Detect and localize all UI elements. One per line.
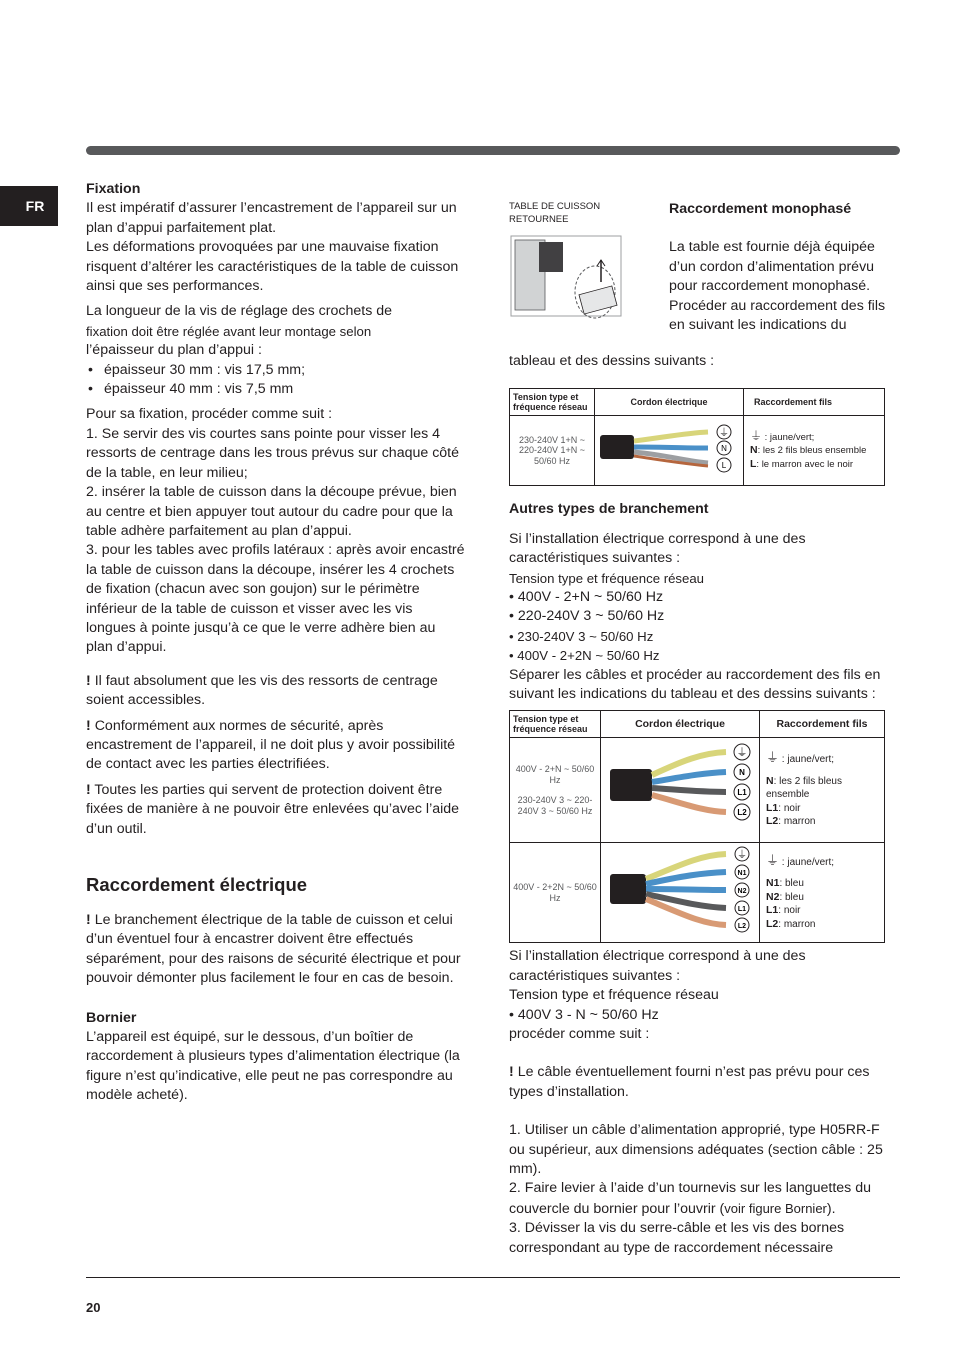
tension-cell: 230-240V 1+N ~ 220-240V 1+N ~ 50/60 Hz	[510, 416, 595, 486]
legend-key: L1	[766, 904, 779, 917]
terminal-label: N	[721, 444, 727, 453]
legend-key: L1	[766, 801, 779, 814]
list-item: • 220-240V 3 ~ 50/60 Hz	[509, 608, 665, 625]
si-procedure: procéder comme suit :	[509, 1025, 650, 1042]
legend-text: : bleu	[779, 891, 804, 903]
wire-black	[652, 788, 726, 792]
hob-underside-figure	[509, 230, 629, 320]
step-text: 2. Faire levier à l’aide d’un tournevis sur les languettes du couvercle du bornier pour l’ouvrir (	[509, 1180, 871, 1217]
wire-blue	[652, 772, 726, 782]
terminal-label: L1	[737, 788, 747, 798]
warning-1	[86, 672, 466, 711]
left-column	[86, 180, 466, 1106]
legend-cell	[760, 842, 885, 942]
cable-sheath	[600, 435, 634, 459]
step-3: 3. Dévisser la vis du serre-câble et les vis des bornes correspondant au type de raccordement nécessaire	[509, 1220, 845, 1256]
cable-sheath	[610, 769, 652, 801]
procedure-step-2: 2. insérer la table de cuisson dans la découpe prévue, bien au centre et bien appuyer tout autour du cadre pour que la table adhère parfaitement au plan d’appui.	[86, 484, 457, 539]
mono-cable-drawing	[596, 417, 742, 477]
wire-blue-2	[646, 889, 726, 890]
warning-5	[509, 1063, 889, 1102]
legend-row	[750, 458, 883, 472]
autres-sub: Tension type et fréquence réseau	[509, 570, 705, 586]
footer-rule	[86, 1277, 900, 1278]
legend-text: : jaune/vert;	[764, 431, 815, 443]
legend-row	[766, 877, 883, 891]
legend-row	[766, 904, 883, 918]
legend-text: : le marron avec le noir	[756, 458, 854, 470]
fixation-heading: Fixation	[86, 181, 141, 197]
terminal-label: N1	[737, 869, 747, 877]
thickness-list	[86, 361, 466, 400]
right-column	[509, 200, 889, 1258]
warning-2	[86, 717, 466, 775]
legend-key: L2	[766, 917, 779, 930]
language-tab	[0, 186, 58, 226]
raccordement-heading: Raccordement électrique	[86, 874, 308, 895]
legend-cell	[760, 738, 885, 842]
si-bullet: • 400V 3 - N ~ 50/60 Hz	[509, 1006, 659, 1023]
legend-row	[750, 430, 883, 445]
legend-key: N	[750, 444, 758, 457]
table-header: Cordon électrique	[601, 711, 760, 738]
terminal-label: L2	[737, 922, 747, 930]
si-paragraph-1: Si l’installation électrique correspond à une des caractéristiques suivantes :	[509, 948, 806, 984]
warning-text: Il faut absolument que les vis des ressorts de centrage soient accessibles.	[86, 672, 438, 709]
exclamation-icon: !	[86, 781, 91, 798]
warning-text: Le câble éventuellement fourni n’est pas prévu pour ces types d’installation.	[509, 1064, 870, 1100]
legend-row	[750, 444, 883, 458]
procedure-intro: Pour sa fixation, procéder comme suit :	[86, 406, 333, 423]
warning-text: Toutes les parties qui servent de protection doivent être fixées de manière à ne pouvoir être enlevées qu’avec l’aide d’un outil.	[86, 781, 460, 837]
fixation-paragraph-1: Il est impératif d’assurer l’encastrement de l’appareil sur un plan d’appui parfaitement plat.	[86, 200, 457, 236]
cable-sheath	[610, 874, 646, 904]
fixation-paragraph-3c: l’épaisseur du plan d’appui :	[86, 342, 262, 359]
warning-3	[86, 781, 466, 839]
si-sub: Tension type et fréquence réseau	[509, 987, 719, 1004]
exclamation-icon: !	[86, 912, 91, 928]
procedure-step-1: 1. Se servir des vis courtes sans pointe pour visser les 4 ressorts de centrage dans les trous prévus sur chaque côté de la table, en leur milieu;	[86, 425, 460, 481]
step-1: 1. Utiliser un câble d’alimentation approprié, type H05RR-F ou supérieur, aux dimensions adéquates (section câble : 25 mm).	[509, 1122, 883, 1177]
fixation-paragraph-3b: fixation doit être réglée avant leur montage selon	[86, 323, 372, 339]
wire-yellow-green	[634, 432, 708, 441]
exclamation-icon: !	[509, 1064, 514, 1081]
bornier-paragraph: L’appareil est équipé, sur le dessous, d’un boîtier de raccordement à plusieurs types d’alimentation électrique (la figure n’est qu’indicative, elle peut ne pas correspondre au modèle acheté).	[86, 1029, 460, 1104]
mono-wiring-table	[509, 388, 885, 486]
mono-text-block	[669, 200, 889, 335]
top-rule	[86, 146, 900, 155]
legend-row	[766, 802, 883, 816]
mono-paragraph: La table est fournie déjà équipée d’un cordon d’alimentation prévu pour raccordement monophasé. Procéder au raccordement des fils en suivant les indications du	[669, 239, 886, 334]
exclamation-icon: !	[86, 672, 91, 689]
wire-brown	[652, 795, 726, 812]
procedure-step-3: 3. pour les tables avec profils latéraux : après avoir encastré la table de cuisson dans la découpe, insérer les 4 crochets de fixation (chacun avec son goujon) sur le périmètre inférieur de la table de cuisson et visser avec les vis longues à pointe jusqu’à ce que le verre adhère bien au plan d’appui.	[86, 542, 465, 656]
tension-cell	[510, 738, 601, 842]
list-item-text: 400V - 2+2N ~ 50/60 Hz	[517, 648, 660, 664]
legend-key: L2	[766, 815, 779, 828]
fixation-paragraph-3a: La longueur de la vis de réglage des crochets de	[86, 303, 393, 320]
two-phase-two-neutral-cable-drawing	[602, 844, 758, 934]
legend-row	[766, 751, 883, 767]
list-item: • épaisseur 40 mm : vis 7,5 mm	[86, 380, 466, 399]
mono-block	[509, 200, 889, 369]
earth-icon: ⏚	[766, 750, 780, 766]
terminal-label: L1	[737, 905, 747, 913]
tension-text: 400V - 2+N ~ 50/60 Hz	[515, 764, 595, 785]
legend-text: : noir	[778, 802, 801, 814]
exclamation-icon: !	[86, 717, 91, 734]
legend-row	[766, 775, 883, 802]
three-phase-cable-drawing	[602, 739, 758, 833]
terminal-label: L	[721, 461, 727, 470]
tension-cell: 400V - 2+2N ~ 50/60 Hz	[510, 842, 601, 942]
step-text: ).	[826, 1200, 836, 1217]
autres-heading: Autres types de branchement	[509, 501, 709, 518]
table-header: Raccordement fils	[744, 389, 885, 416]
terminal-label: N2	[737, 887, 747, 895]
legend-text: : jaune/vert;	[781, 856, 835, 868]
terminal-label: ⏚	[737, 849, 747, 861]
legend-row	[766, 918, 883, 932]
legend-text: : jaune/vert;	[781, 754, 835, 766]
legend-text: : noir	[778, 905, 801, 917]
legend-key: N2	[766, 890, 780, 903]
cable-cell	[601, 842, 760, 942]
table-header: Raccordement fils	[760, 711, 885, 738]
autres-paragraph-1: Si l’installation électrique correspond à une des caractéristiques suivantes :	[509, 530, 806, 567]
legend-text: : les 2 fils bleus ensemble	[766, 775, 842, 801]
legend-text: : marron	[778, 918, 816, 930]
legend-row	[766, 815, 883, 829]
list-item-text: 230-240V 3 ~ 50/60 Hz	[517, 628, 654, 644]
terminal-label: ⏚	[719, 428, 729, 439]
list-item: • épaisseur 30 mm : vis 17,5 mm;	[86, 361, 466, 380]
page-number: 20	[86, 1300, 101, 1315]
legend-key: N	[766, 774, 774, 787]
cable-cell	[595, 416, 744, 486]
warning-4	[86, 911, 466, 989]
list-item-text: 220-240V 3 ~ 50/60 Hz	[517, 608, 665, 625]
table-header: Tension type et fréquence réseau	[510, 711, 601, 738]
bornier-heading: Bornier	[86, 1009, 137, 1026]
figure-reference: voir figure Bornier	[724, 1200, 827, 1216]
list-item: • 400V - 2+2N ~ 50/60 Hz	[509, 648, 660, 664]
list-item-text: 400V - 2+N ~ 50/60 Hz	[517, 589, 664, 606]
legend-row	[766, 891, 883, 905]
table-header: Cordon électrique	[595, 389, 744, 416]
mono-paragraph-end: tableau et des dessins suivants :	[509, 353, 715, 369]
figure-label: TABLE DE CUISSON RETOURNEE	[509, 201, 601, 225]
wire-blue	[634, 447, 708, 448]
legend-key: L	[750, 457, 757, 470]
earth-icon: ⏚	[766, 852, 780, 868]
legend-text: : les 2 fils bleus ensemble	[757, 445, 867, 457]
terminal-label: N	[739, 768, 745, 778]
legend-key: N1	[766, 877, 780, 890]
autres-paragraph-2: Séparer les câbles et procéder au raccordement des fils en suivant les indications du tableau et des dessins suivants :	[509, 666, 881, 703]
warning-text: Le branchement électrique de la table de cuisson et celui d’un éventuel four à encastrer doivent être effectués séparément, pour des raisons de sécurité électrique et pour pouvoir démonter plus facilement le four en cas de besoin.	[86, 912, 461, 987]
language-label: FR	[25, 198, 45, 214]
step-2	[509, 1179, 889, 1219]
table-header: Tension type et fréquence réseau	[510, 389, 595, 416]
earth-icon: ⏚	[750, 428, 763, 443]
terminal-label: ⏚	[736, 746, 748, 760]
list-item: • 230-240V 3 ~ 50/60 Hz	[509, 628, 654, 644]
multi-wiring-table	[509, 710, 885, 943]
warning-text: Conformément aux normes de sécurité, après encastrement de l’appareil, il ne doit plus y avoir possibilité de contact avec les parties électrifiées.	[86, 717, 456, 773]
legend-text: : bleu	[779, 878, 804, 890]
tension-text: 230-240V 3 ~ 220-240V 3 ~ 50/60 Hz	[517, 795, 593, 816]
cable-cell	[601, 738, 760, 842]
bornier-cover	[579, 286, 617, 314]
mono-heading: Raccordement monophasé	[669, 201, 852, 217]
terminal-box	[539, 242, 563, 272]
fixation-paragraph-2: Les déformations provoquées par une mauvaise fixation risquent d’altérer les caractéristiques de la table de cuisson ainsi que ses performances.	[86, 239, 459, 295]
legend-cell	[744, 416, 885, 486]
legend-text: : marron	[778, 816, 816, 828]
list-item: • 400V - 2+N ~ 50/60 Hz	[509, 589, 664, 606]
legend-row	[766, 854, 883, 870]
terminal-label: L2	[737, 808, 747, 818]
